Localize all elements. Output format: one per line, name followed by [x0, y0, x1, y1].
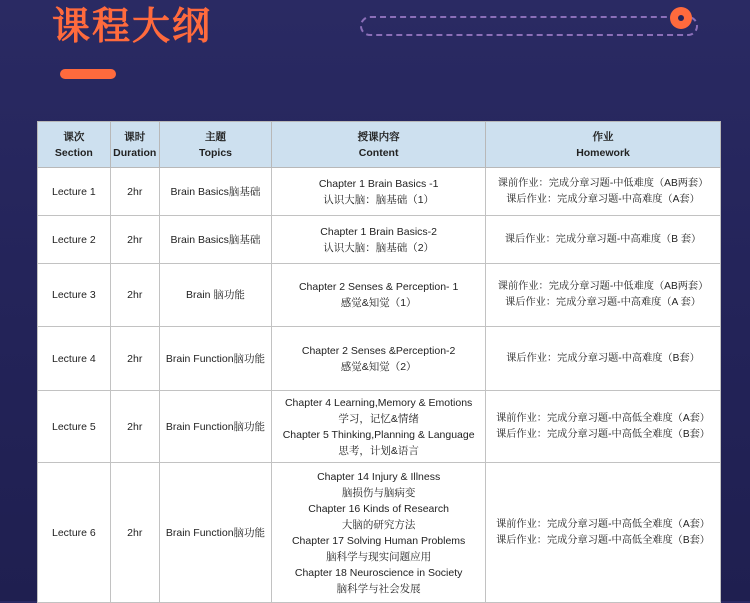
homework-cell: 课前作业：完成分章习题-中低难度（AB两套） 课后作业：完成分章习题-中高难度（A 套） [486, 264, 721, 327]
table-row [38, 463, 721, 603]
homework-cell: 课后作业：完成分章习题-中高难度（B 套） [486, 216, 721, 264]
section-cell: Lecture 2 [38, 216, 111, 264]
page-title: 课程大纲 [52, 4, 213, 48]
column-header-content: 授课内容 Content [272, 122, 486, 168]
table-header-row [38, 122, 721, 168]
table-row [38, 216, 721, 264]
topic-cell: Brain Function脑功能 [159, 327, 271, 391]
homework-cell: 课前作业：完成分章习题-中低难度（AB两套） 课后作业：完成分章习题-中高难度（A套） [486, 168, 721, 216]
table-row [38, 391, 721, 463]
section-cell: Lecture 5 [38, 391, 111, 463]
column-header-topics: 主题 Topics [159, 122, 271, 168]
section-cell: Lecture 4 [38, 327, 111, 391]
duration-cell: 2hr [110, 216, 159, 264]
duration-cell: 2hr [110, 391, 159, 463]
table-row [38, 168, 721, 216]
content-cell: Chapter 1 Brain Basics -1 认识大脑：脑基础（1） [272, 168, 486, 216]
table-row [38, 327, 721, 391]
content-cell: Chapter 2 Senses &Perception-2 感觉&知觉（2） [272, 327, 486, 391]
circle-icon [670, 7, 692, 29]
title-underline-decoration [60, 69, 116, 79]
content-cell: Chapter 14 Injury & Illness 脑损伤与脑病变 Chapter 16 Kinds of Research 大脑的研究方法 Chapter 17 Solving Human Problems 脑科学与现实问题应用 Chapter 18 Neuroscience in Society 脑科学与社会发展 [272, 463, 486, 603]
homework-cell: 课前作业：完成分章习题-中高低全难度（A套） 课后作业：完成分章习题-中高低全难度（B套） [486, 391, 721, 463]
topic-cell: Brain 脑功能 [159, 264, 271, 327]
column-header-section: 课次 Section [38, 122, 111, 168]
section-cell: Lecture 3 [38, 264, 111, 327]
topic-cell: Brain Basics脑基础 [159, 168, 271, 216]
duration-cell: 2hr [110, 327, 159, 391]
content-cell: Chapter 2 Senses & Perception- 1 感觉&知觉（1） [272, 264, 486, 327]
duration-cell: 2hr [110, 168, 159, 216]
duration-cell: 2hr [110, 463, 159, 603]
course-outline-table [37, 121, 721, 603]
content-cell: Chapter 4 Learning,Memory & Emotions 学习，记忆&情绪 Chapter 5 Thinking,Planning & Language 思考，计划&语言 [272, 391, 486, 463]
column-header-duration: 课时 Duration [110, 122, 159, 168]
topic-cell: Brain Function脑功能 [159, 391, 271, 463]
section-cell: Lecture 6 [38, 463, 111, 603]
topic-cell: Brain Function脑功能 [159, 463, 271, 603]
column-header-homework: 作业 Homework [486, 122, 721, 168]
section-cell: Lecture 1 [38, 168, 111, 216]
homework-cell: 课后作业：完成分章习题-中高难度（B套） [486, 327, 721, 391]
topic-cell: Brain Basics脑基础 [159, 216, 271, 264]
table-row [38, 264, 721, 327]
duration-cell: 2hr [110, 264, 159, 327]
content-cell: Chapter 1 Brain Basics-2 认识大脑：脑基础（2） [272, 216, 486, 264]
homework-cell: 课前作业：完成分章习题-中高低全难度（A套） 课后作业：完成分章习题-中高低全难度（B套） [486, 463, 721, 603]
dashed-line-decoration [360, 16, 698, 36]
